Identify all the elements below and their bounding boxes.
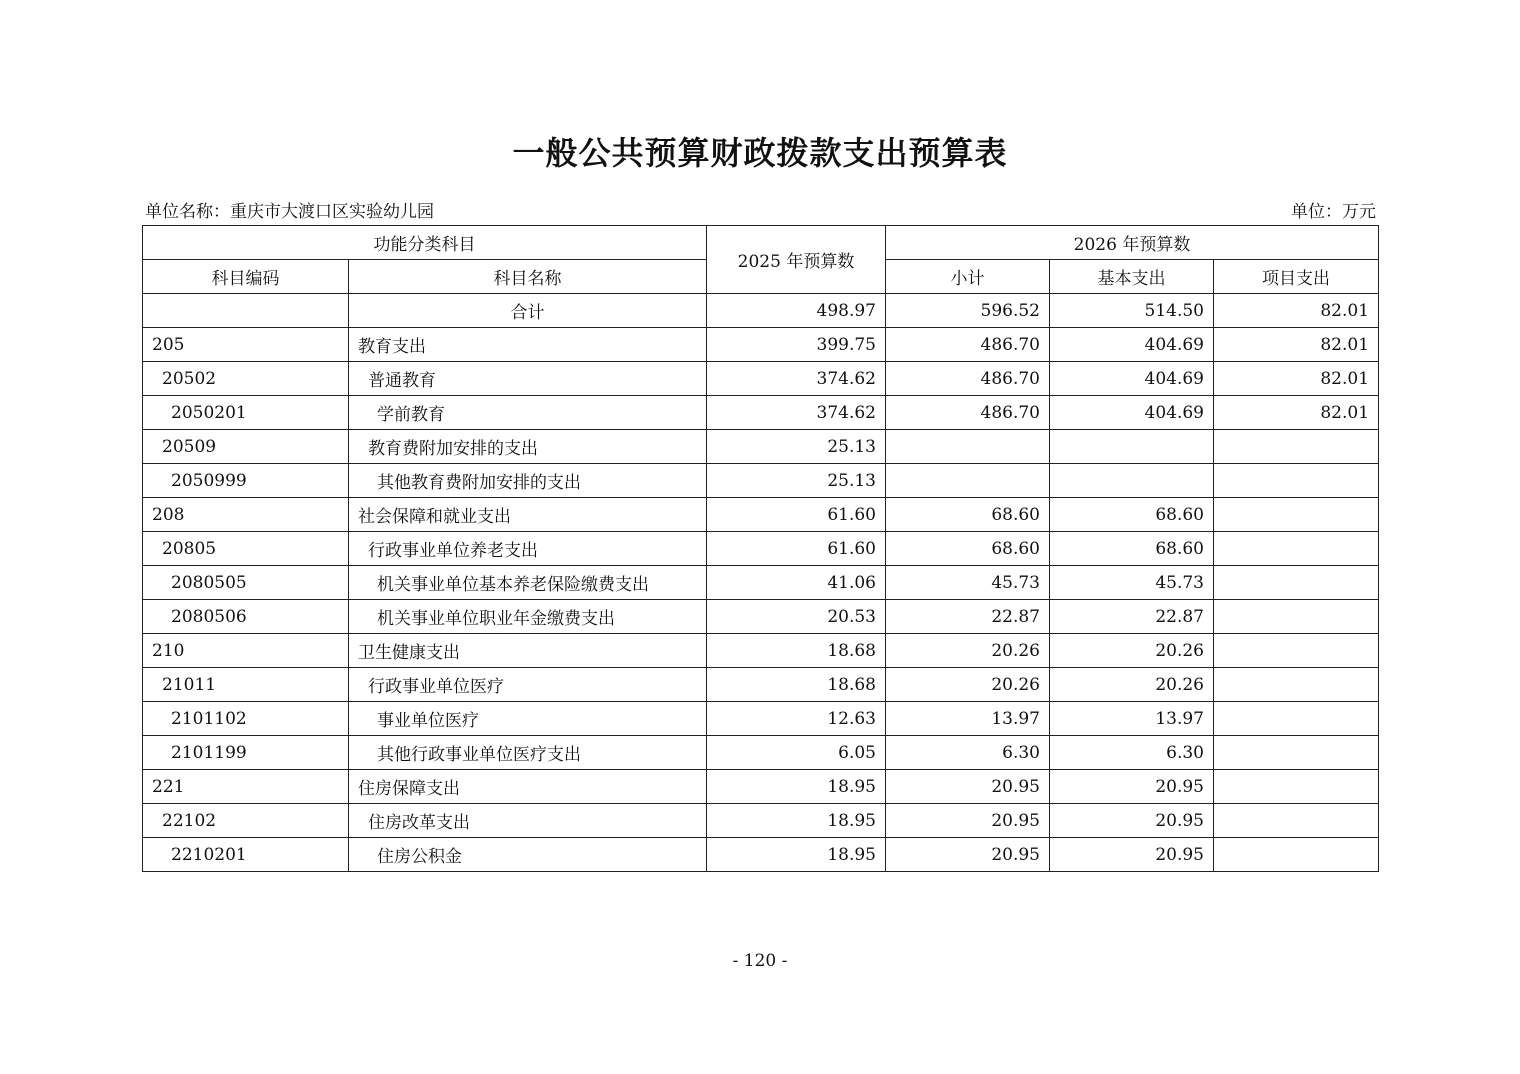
- cell-name: 住房保障支出: [349, 770, 707, 804]
- cell-project: [1214, 430, 1379, 464]
- cell-prev-year: 18.95: [707, 770, 886, 804]
- cell-code: 208: [143, 498, 349, 532]
- cell-prev-year: 61.60: [707, 498, 886, 532]
- table-row: [143, 702, 1379, 736]
- cell-basic: 22.87: [1050, 600, 1214, 634]
- cell-project: 82.01: [1214, 294, 1379, 328]
- cell-code: 221: [143, 770, 349, 804]
- cell-project: [1214, 464, 1379, 498]
- cell-code: 2080506: [143, 600, 349, 634]
- cell-name: 合计: [349, 294, 707, 328]
- cell-basic: 404.69: [1050, 362, 1214, 396]
- cell-name: 教育支出: [349, 328, 707, 362]
- cell-project: [1214, 770, 1379, 804]
- cell-prev-year: 61.60: [707, 532, 886, 566]
- cell-subtotal: [886, 464, 1050, 498]
- header-basic: 基本支出: [1050, 260, 1214, 294]
- cell-basic: 404.69: [1050, 328, 1214, 362]
- cell-prev-year: 18.68: [707, 668, 886, 702]
- cell-name: 住房公积金: [349, 838, 707, 872]
- cell-prev-year: 18.95: [707, 838, 886, 872]
- cell-name: 行政事业单位养老支出: [349, 532, 707, 566]
- cell-subtotal: [886, 430, 1050, 464]
- cell-code: 2050201: [143, 396, 349, 430]
- cell-prev-year: 18.68: [707, 634, 886, 668]
- cell-prev-year: 498.97: [707, 294, 886, 328]
- cell-subtotal: 22.87: [886, 600, 1050, 634]
- cell-code: 210: [143, 634, 349, 668]
- cell-project: [1214, 532, 1379, 566]
- table-row: [143, 838, 1379, 872]
- cell-code: 205: [143, 328, 349, 362]
- cell-name: 机关事业单位职业年金缴费支出: [349, 600, 707, 634]
- header-code: 科目编码: [143, 260, 349, 294]
- cell-name: 卫生健康支出: [349, 634, 707, 668]
- cell-code: 2050999: [143, 464, 349, 498]
- cell-subtotal: 68.60: [886, 498, 1050, 532]
- table-row: [143, 600, 1379, 634]
- cell-code: 2101102: [143, 702, 349, 736]
- table-row: [143, 736, 1379, 770]
- cell-subtotal: 596.52: [886, 294, 1050, 328]
- cell-basic: [1050, 464, 1214, 498]
- cell-project: [1214, 566, 1379, 600]
- cell-name: 住房改革支出: [349, 804, 707, 838]
- page-number: - 120 -: [732, 951, 788, 971]
- cell-code: 20509: [143, 430, 349, 464]
- table-row: [143, 770, 1379, 804]
- cell-subtotal: 6.30: [886, 736, 1050, 770]
- cell-project: 82.01: [1214, 362, 1379, 396]
- cell-subtotal: 20.95: [886, 804, 1050, 838]
- cell-code: 21011: [143, 668, 349, 702]
- table-row: [143, 294, 1379, 328]
- cell-prev-year: 6.05: [707, 736, 886, 770]
- table-row: [143, 634, 1379, 668]
- cell-project: [1214, 498, 1379, 532]
- cell-subtotal: 68.60: [886, 532, 1050, 566]
- cell-project: [1214, 634, 1379, 668]
- cell-subtotal: 45.73: [886, 566, 1050, 600]
- table-body: [143, 294, 1379, 872]
- cell-name: 学前教育: [349, 396, 707, 430]
- cell-code: 2210201: [143, 838, 349, 872]
- cell-basic: [1050, 430, 1214, 464]
- cell-name: 事业单位医疗: [349, 702, 707, 736]
- cell-basic: 20.95: [1050, 838, 1214, 872]
- table-row: [143, 464, 1379, 498]
- header-row-1: [143, 226, 1379, 260]
- cell-project: [1214, 702, 1379, 736]
- cell-basic: 20.95: [1050, 770, 1214, 804]
- cell-name: 机关事业单位基本养老保险缴费支出: [349, 566, 707, 600]
- page-title: 一般公共预算财政拨款支出预算表: [512, 134, 1008, 172]
- header-func-class: 功能分类科目: [143, 226, 707, 260]
- cell-basic: 45.73: [1050, 566, 1214, 600]
- cell-basic: 20.26: [1050, 634, 1214, 668]
- header-subtotal: 小计: [886, 260, 1050, 294]
- cell-prev-year: 25.13: [707, 464, 886, 498]
- cell-name: 社会保障和就业支出: [349, 498, 707, 532]
- cell-basic: 68.60: [1050, 532, 1214, 566]
- cell-basic: 20.26: [1050, 668, 1214, 702]
- cell-prev-year: 12.63: [707, 702, 886, 736]
- header-name: 科目名称: [349, 260, 707, 294]
- cell-code: [143, 294, 349, 328]
- cell-basic: 514.50: [1050, 294, 1214, 328]
- cell-basic: 68.60: [1050, 498, 1214, 532]
- cell-code: 2080505: [143, 566, 349, 600]
- cell-subtotal: 13.97: [886, 702, 1050, 736]
- cell-name: 普通教育: [349, 362, 707, 396]
- unit-name-label: 单位名称：重庆市大渡口区实验幼儿园: [145, 202, 434, 222]
- cell-prev-year: 41.06: [707, 566, 886, 600]
- cell-prev-year: 399.75: [707, 328, 886, 362]
- table-row: [143, 566, 1379, 600]
- table-row: [143, 532, 1379, 566]
- cell-prev-year: 25.13: [707, 430, 886, 464]
- cell-subtotal: 486.70: [886, 328, 1050, 362]
- cell-name: 其他教育费附加安排的支出: [349, 464, 707, 498]
- header-project: 项目支出: [1214, 260, 1379, 294]
- table-row: [143, 362, 1379, 396]
- cell-project: 82.01: [1214, 328, 1379, 362]
- cell-subtotal: 20.26: [886, 634, 1050, 668]
- header-prev-year: 2025 年预算数: [707, 226, 886, 294]
- unit-label: 单位：万元: [1291, 202, 1376, 222]
- cell-project: [1214, 838, 1379, 872]
- cell-project: [1214, 668, 1379, 702]
- cell-project: [1214, 600, 1379, 634]
- cell-basic: 404.69: [1050, 396, 1214, 430]
- table-row: [143, 328, 1379, 362]
- cell-subtotal: 486.70: [886, 396, 1050, 430]
- cell-basic: 20.95: [1050, 804, 1214, 838]
- cell-prev-year: 20.53: [707, 600, 886, 634]
- cell-code: 2101199: [143, 736, 349, 770]
- cell-basic: 6.30: [1050, 736, 1214, 770]
- cell-prev-year: 374.62: [707, 362, 886, 396]
- budget-table: [142, 225, 1379, 872]
- cell-name: 教育费附加安排的支出: [349, 430, 707, 464]
- cell-subtotal: 20.95: [886, 770, 1050, 804]
- cell-project: 82.01: [1214, 396, 1379, 430]
- cell-code: 20502: [143, 362, 349, 396]
- table-row: [143, 430, 1379, 464]
- cell-subtotal: 20.95: [886, 838, 1050, 872]
- cell-code: 22102: [143, 804, 349, 838]
- cell-name: 行政事业单位医疗: [349, 668, 707, 702]
- cell-basic: 13.97: [1050, 702, 1214, 736]
- cell-subtotal: 486.70: [886, 362, 1050, 396]
- header-curr-year: 2026 年预算数: [886, 226, 1379, 260]
- table-row: [143, 396, 1379, 430]
- table-row: [143, 804, 1379, 838]
- cell-name: 其他行政事业单位医疗支出: [349, 736, 707, 770]
- table-row: [143, 498, 1379, 532]
- cell-code: 20805: [143, 532, 349, 566]
- cell-project: [1214, 804, 1379, 838]
- cell-prev-year: 18.95: [707, 804, 886, 838]
- table-row: [143, 668, 1379, 702]
- cell-subtotal: 20.26: [886, 668, 1050, 702]
- cell-project: [1214, 736, 1379, 770]
- cell-prev-year: 374.62: [707, 396, 886, 430]
